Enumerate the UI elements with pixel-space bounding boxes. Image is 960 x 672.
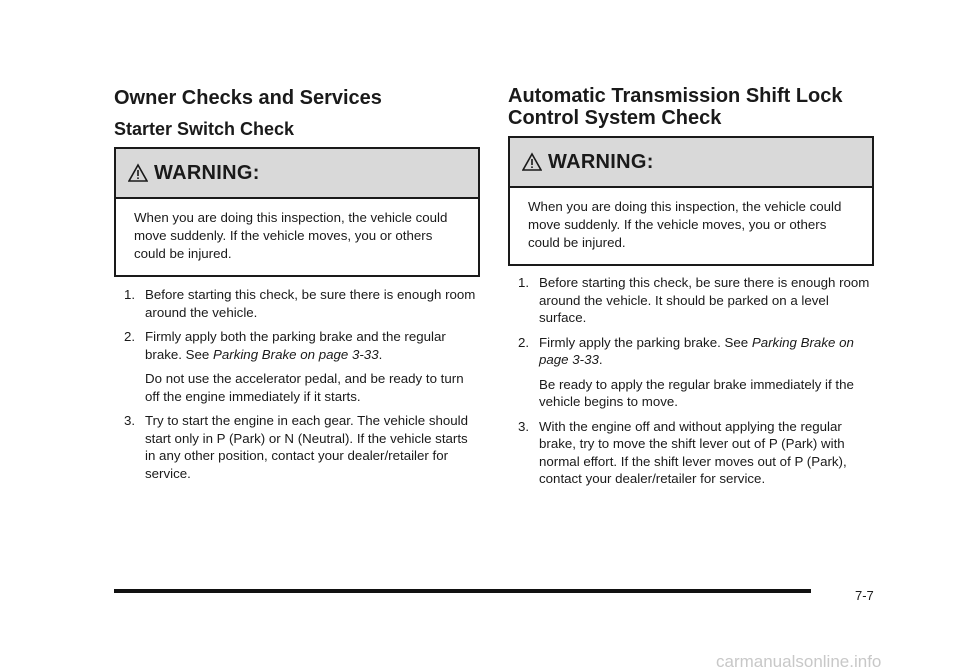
step-number: 2. bbox=[518, 334, 530, 350]
warning-title: WARNING: bbox=[548, 150, 654, 173]
step-note: Do not use the accelerator pedal, and be ready to turn off the engine immediately if it starts. bbox=[145, 371, 464, 404]
section-title-line1: Automatic Transmission Shift Lock bbox=[508, 85, 843, 107]
warning-box bbox=[508, 136, 874, 266]
step-number: 2. bbox=[124, 329, 136, 344]
warning-triangle-icon bbox=[522, 152, 542, 172]
step-text: Firmly apply the parking brake. See Parking Brake on page 3-33. bbox=[539, 334, 854, 367]
list-item bbox=[508, 418, 874, 488]
warning-header bbox=[116, 149, 478, 199]
page-reference-link[interactable]: Parking Brake on page 3-33 bbox=[539, 334, 854, 367]
warning-triangle-icon bbox=[128, 163, 148, 183]
step-number: 1. bbox=[518, 275, 530, 290]
step-text: Try to start the engine in each gear. The vehicle should start only in P (Park) or N (Neutral). If the vehicle starts in any other position, contact your dealer/retailer for service. bbox=[145, 413, 469, 481]
list-item bbox=[508, 274, 874, 327]
warning-box bbox=[114, 147, 480, 277]
step-number: 1. bbox=[124, 287, 136, 302]
section-title-line2: Control System Check bbox=[508, 107, 722, 129]
step-number: 3. bbox=[518, 418, 530, 434]
step-text: With the engine off and without applying the regular brake, try to move the shift lever out of P (Park) with normal effort. If the shift lever moves out of P (Park), contact your dealer/retailer for service. bbox=[539, 418, 847, 486]
warning-text: When you are doing this inspection, the vehicle could move suddenly. If the vehicle moves, you or others could be injured. bbox=[134, 210, 448, 261]
list-item bbox=[114, 286, 480, 321]
page-reference-link[interactable]: Parking Brake on page 3-33 bbox=[213, 346, 379, 362]
list-item bbox=[508, 334, 874, 411]
step-text: Before starting this check, be sure there is enough room around the vehicle. It should be parked on a level surface. bbox=[539, 275, 870, 325]
step-number: 3. bbox=[124, 413, 136, 428]
step-text: Before starting this check, be sure there is enough room around the vehicle. bbox=[145, 287, 476, 320]
list-item bbox=[114, 412, 480, 482]
step-note: Be ready to apply the regular brake immediately if the vehicle begins to move. bbox=[539, 376, 854, 409]
section-title: Owner Checks and Services bbox=[114, 87, 382, 109]
list-item bbox=[114, 328, 480, 405]
warning-title: WARNING: bbox=[154, 161, 260, 184]
step-text: Firmly apply both the parking brake and the regular brake. See Parking Brake on page 3-33. bbox=[145, 329, 446, 362]
footer-rule bbox=[114, 589, 811, 593]
page-number: 7-7 bbox=[855, 588, 874, 603]
watermark: carmanualsonline.info bbox=[716, 652, 882, 671]
warning-header bbox=[510, 138, 872, 188]
warning-text: When you are doing this inspection, the vehicle could move suddenly. If the vehicle moves, you or others could be injured. bbox=[528, 199, 842, 250]
subsection-title: Starter Switch Check bbox=[114, 119, 295, 139]
step-list bbox=[114, 286, 480, 489]
step-list bbox=[508, 274, 874, 495]
